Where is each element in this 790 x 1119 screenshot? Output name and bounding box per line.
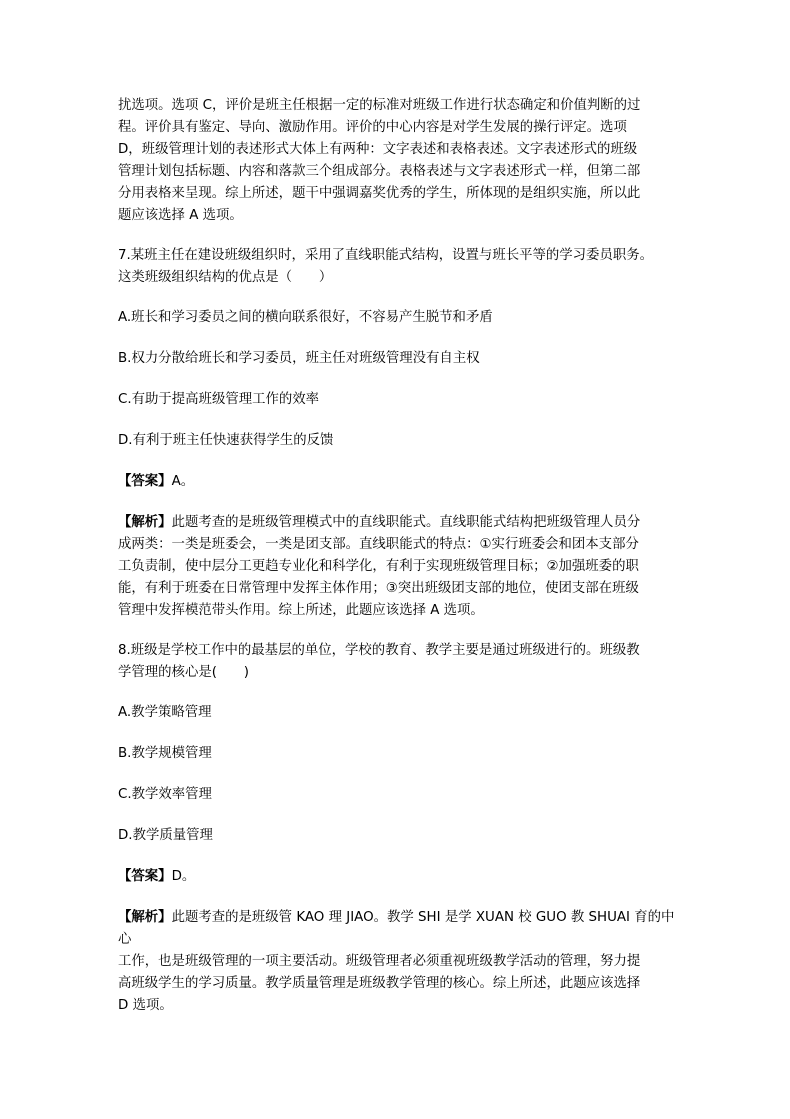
question-8-analysis [118, 907, 678, 1017]
answer-label: 【答案】 [118, 869, 172, 884]
analysis-label: 【解析】 [118, 515, 172, 530]
question-7-answer [118, 471, 678, 493]
question-7-option-c: C.有助于提高班级管理工作的效率 [118, 392, 320, 407]
intro-paragraph: 扰选项。选项 C，评价是班主任根据一定的标准对班级工作进行状态确定和价值判断的过 程。评价具有鉴定、导向、激励作用。评价的中心内容是对学生发展的操行评定。选项 D，班级管理计划的表述形式大体上有两种：文字表述和表格表述。文字表述形式的班级 管理计划包括标题、内容和落款三个组成部分。表格表述与文字表述形式一样，但第二部 分用表格来呈现。综上所述，题干中强调嘉奖优秀的学生，所体现的是组织实施，所以此 题应该选择 A 选项。 [118, 98, 641, 223]
document-page [118, 95, 678, 1035]
question-8-stem: 8.班级是学校工作中的最基层的单位，学校的教育、教学主要是通过班级进行的。班级教 学管理的核心是( ) [118, 643, 640, 680]
question-7-option-a: A.班长和学习委员之间的横向联系很好，不容易产生脱节和矛盾 [118, 310, 493, 325]
question-8-answer [118, 866, 678, 888]
analysis-label: 【解析】 [118, 910, 172, 925]
question-8-option-d: D.教学质量管理 [118, 828, 213, 843]
question-8-option-a: A.教学策略管理 [118, 705, 212, 720]
question-8-option-b: B.教学规模管理 [118, 746, 212, 761]
question-8-option-c: C.教学效率管理 [118, 787, 212, 802]
answer-value: D。 [171, 869, 196, 884]
answer-label: 【答案】 [118, 474, 172, 489]
question-7-stem: 7.某班主任在建设班级组织时，采用了直线职能式结构，设置与班长平等的学习委员职务。 这类班级组织结构的优点是（ ） [118, 248, 654, 285]
analysis-text: 此题考查的是班级管理模式中的直线职能式。直线职能式结构把班级管理人员分 成两类：一类是班委会，一类是团支部。直线职能式的特点：①实行班委会和团本支部分 工负责制，使中层分工更趋专业化和科学化，有利于实现班级管理目标；②加强班委的职 能，有利于班委在日常管理中发挥主体作用；③突出班级团支部的地位，使团支部在班级 管理中发挥模范带头作用。综上所述，此题应该选择 A 选项。 [118, 515, 641, 618]
answer-value: A。 [171, 474, 195, 489]
question-7-option-d: D.有利于班主任快速获得学生的反馈 [118, 433, 334, 448]
question-7-analysis [118, 512, 678, 622]
analysis-text: 此题考查的是班级管 KAO 理 JIAO。教学 SHI 是学 XUAN 校 GUO 教 SHUAI 育的中心 工作，也是班级管理的一项主要活动。班级管理者必须重视班级教学活动的管理，努力提 高班级学生的学习质量。教学质量管理是班级教学管理的核心。综上所述，此题应该选择 D 选项。 [118, 910, 675, 1013]
question-7-option-b: B.权力分散给班长和学习委员，班主任对班级管理没有自主权 [118, 351, 480, 366]
